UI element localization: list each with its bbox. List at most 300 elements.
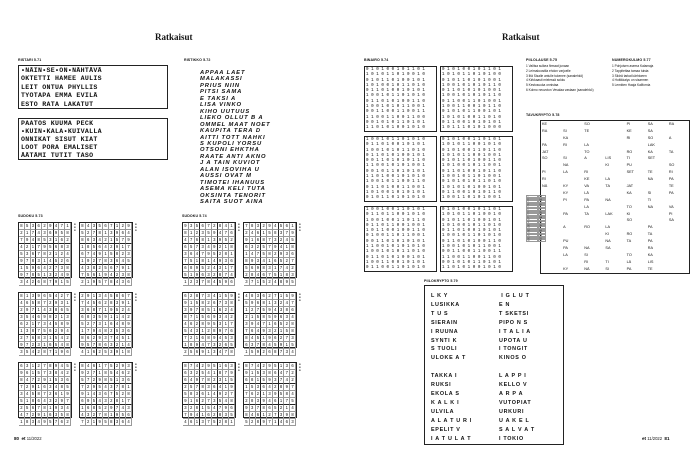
sudoku-cell: 8 (92, 307, 98, 314)
sudoku-cell: 8 (115, 293, 121, 300)
sudoku-cell: 2 (103, 300, 109, 307)
sudoku-cell: 5 (244, 300, 250, 307)
sudoku-cell: 5 (244, 265, 250, 272)
tavukrypto-cell (647, 211, 668, 218)
sudoku-cell: 4 (59, 335, 65, 342)
sudoku-cell: 3 (48, 384, 54, 391)
sudoku-cell: 5 (189, 244, 195, 251)
sudoku-cell: 1 (244, 307, 250, 314)
ristikko-grid (200, 70, 318, 208)
tavukrypto-cell: KE (542, 122, 548, 126)
sudoku-cell: 5 (48, 419, 54, 426)
sudoku-cell: 8 (42, 349, 48, 356)
sudoku-cell: 6 (244, 244, 250, 251)
right-page (348, 0, 696, 450)
sudoku-cell: 7 (267, 419, 273, 426)
tavukrypto-cell: LA (605, 177, 611, 182)
sudoku-cell: 9 (218, 391, 224, 398)
sudoku-cell: 7 (195, 307, 201, 314)
binairo-row: 1 0 1 1 1 0 1 0 1 0 0 0 (442, 126, 501, 131)
sudoku-cell: 9 (206, 251, 212, 258)
tavukrypto-cell: PA (668, 190, 674, 195)
sudoku-cell: 2 (97, 265, 103, 272)
sudoku-cell: 1 (273, 265, 279, 272)
sudoku-cell: 7 (183, 258, 189, 265)
sudoku-cell: 3 (200, 244, 206, 251)
sudoku-cell: 5 (65, 384, 71, 391)
sudoku-cell: 6 (195, 398, 201, 405)
tavukrypto-row (541, 217, 689, 224)
binairo-row: 1 0 1 0 0 1 0 1 1 0 1 0 (366, 83, 425, 88)
sudoku-cell: 4 (65, 405, 71, 412)
sudoku-cell: 3 (80, 307, 86, 314)
legend-cell: PA (538, 221, 546, 224)
sudoku-cell: 9 (206, 321, 212, 328)
sudoku-cell: 1 (54, 251, 60, 258)
sudoku-cell: 6 (261, 293, 267, 300)
sudoku-cell: 8 (218, 223, 224, 230)
sudoku-cell: 4 (223, 398, 229, 405)
legend-cell: 16 (526, 234, 538, 237)
sudoku-cell: 9 (92, 328, 98, 335)
tavukrypto-label: TAVUKRYPTO 5.78 (526, 113, 560, 117)
legend-cell: 5 (526, 205, 538, 208)
sudoku-cell: 1 (31, 363, 37, 370)
tavukrypto-cell (668, 142, 689, 149)
ristikko-row: OKSINTA TENORIT (200, 192, 266, 199)
sudoku-cell: 9 (31, 384, 37, 391)
sudoku-cell: 6 (183, 377, 189, 384)
sudoku-dots: ● ● ● (238, 222, 240, 232)
legend-cell: TE (538, 211, 546, 214)
sudoku-cell: 3 (195, 279, 201, 286)
sudoku-cell: 8 (109, 300, 115, 307)
sudoku-cell: 6 (86, 335, 92, 342)
legend-cell: 3 (526, 200, 538, 203)
sudoku-cell: 8 (19, 377, 25, 384)
sudoku-cell: 6 (48, 412, 54, 419)
sudoku-cell: 9 (109, 405, 115, 412)
sudoku-cell: 8 (261, 314, 267, 321)
legend-cell: 1 (526, 195, 538, 198)
sudoku-cell: 5 (273, 405, 279, 412)
ristikko-row: RAATE ANTI AKNO (200, 153, 267, 160)
tavukrypto-cell: JAT (542, 149, 549, 154)
sudoku-cell: 6 (109, 265, 115, 272)
sudoku-cell: 3 (103, 398, 109, 405)
tavukrypto-cell: TI (605, 259, 609, 264)
sudoku-cell: 8 (284, 272, 290, 279)
sudoku-cell: 4 (59, 370, 65, 377)
sudoku-cell: 7 (267, 237, 273, 244)
sudoku-cell: 1 (115, 377, 121, 384)
sudoku-cell: 4 (31, 349, 37, 356)
sudoku-cell: 7 (42, 391, 48, 398)
ristikko-row: KAUPITA TERÄ D (200, 128, 261, 135)
binairo-row: 0 1 1 0 1 0 1 0 0 1 0 1 (366, 255, 425, 260)
sudoku-cell: 6 (65, 349, 71, 356)
sudoku-grid (18, 362, 72, 424)
sudoku-cell: 7 (109, 391, 115, 398)
tavukrypto-cell: PU (563, 239, 569, 244)
sudoku-cell: 1 (92, 293, 98, 300)
list-item: 4 Kirkkaasti mielessä sokku (526, 78, 566, 83)
sudoku-cell: 9 (206, 363, 212, 370)
sudoku-cell: 2 (279, 300, 285, 307)
tavukrypto-cell (583, 238, 604, 245)
sudoku-grid (18, 222, 72, 284)
numerokulmo-list (612, 64, 653, 88)
list-item: 1 Pohjoisen asema Kalamaja (612, 64, 654, 68)
legend-cell: 11 (526, 221, 538, 224)
sudoku-cell: 2 (212, 377, 218, 384)
sudoku-cell: 1 (42, 412, 48, 419)
legend-cell: NA (538, 216, 546, 219)
sudoku-cell: 3 (284, 251, 290, 258)
sudoku-cell: 4 (290, 405, 296, 412)
sudoku-cell: 5 (54, 321, 60, 328)
sudoku-cell: 4 (195, 412, 201, 419)
sudoku-cell: 1 (279, 272, 285, 279)
sudoku-cell: 9 (195, 342, 201, 349)
sudoku-cell: 1 (218, 363, 224, 370)
sudoku-cell: 4 (273, 223, 279, 230)
sudoku-cell: 5 (189, 349, 195, 356)
tavukrypto-cell (647, 162, 668, 169)
sudoku-cell: 4 (250, 230, 256, 237)
sudoku-cell: 3 (36, 258, 42, 265)
ristikko-row: AUSSI OVAT M (200, 173, 252, 180)
sudoku-cell: 6 (103, 223, 109, 230)
sudoku-cell: 8 (206, 279, 212, 286)
tavukrypto-row (541, 204, 689, 211)
tavukrypto-row (541, 211, 689, 218)
sudoku-cell: 8 (290, 321, 296, 328)
sudoku-cell: 5 (115, 391, 121, 398)
sudoku-cell: 9 (250, 300, 256, 307)
sudoku-cell: 1 (36, 307, 42, 314)
sudoku-cell: 3 (109, 258, 115, 265)
sudoku-cell: 3 (97, 321, 103, 328)
sudoku-cell: 8 (200, 307, 206, 314)
sudoku-cell: 6 (25, 300, 31, 307)
sudoku-cell: 8 (229, 349, 235, 356)
sudoku-cell: 1 (126, 265, 132, 272)
tavukrypto-cell: RI (584, 170, 589, 175)
sudoku-cell: 2 (120, 251, 126, 258)
sudoku-cell: 2 (284, 258, 290, 265)
sudoku-cell: 1 (54, 349, 60, 356)
sudoku-cell: 3 (120, 377, 126, 384)
sudoku-cell: 4 (54, 384, 60, 391)
sudoku-cell: 4 (120, 314, 126, 321)
sudoku-cell: 6 (54, 391, 60, 398)
tavukrypto-cell (541, 266, 562, 273)
sudoku-cell: 4 (279, 244, 285, 251)
sudoku-cell: 7 (42, 300, 48, 307)
sudoku-cell: 1 (195, 419, 201, 426)
sudoku-cell: 7 (290, 258, 296, 265)
tavukrypto-cell (604, 217, 625, 224)
tavukrypto-grid (540, 120, 690, 274)
sudoku-cell: 3 (92, 314, 98, 321)
binairo-row: 0 1 0 1 1 0 1 0 1 0 1 0 (366, 196, 425, 201)
tavukrypto-cell: RA (647, 246, 653, 251)
binairo-row: 1 0 0 1 1 0 1 0 1 0 0 1 (442, 196, 501, 201)
tavukrypto-cell: TA (626, 239, 632, 244)
sudoku-cell: 4 (250, 412, 256, 419)
sudoku-cell: 2 (86, 370, 92, 377)
sudoku-cell: 7 (218, 405, 224, 412)
binairo-row: 1 0 1 0 1 0 0 1 1 0 1 0 (442, 115, 501, 120)
sudoku-cell: 4 (19, 412, 25, 419)
sudoku-cell: 9 (48, 223, 54, 230)
sudoku-cell: 7 (223, 328, 229, 335)
sudoku-cell: 3 (279, 307, 285, 314)
sudoku-cell: 8 (54, 370, 60, 377)
sudoku-cell: 8 (183, 230, 189, 237)
sudoku-cell: 7 (229, 321, 235, 328)
sudoku-cell: 5 (218, 279, 224, 286)
sudoku-cell: 1 (250, 370, 256, 377)
sudoku-cell: 6 (250, 265, 256, 272)
sudoku-cell: 3 (120, 272, 126, 279)
sudoku-cell: 8 (115, 251, 121, 258)
tavukrypto-cell: RI (584, 259, 589, 264)
sudoku-cell: 1 (86, 391, 92, 398)
sudoku-cell: 6 (109, 321, 115, 328)
sudoku-cell: 3 (115, 300, 121, 307)
sudoku-cell: 6 (126, 328, 132, 335)
tavukrypto-cell: RO (584, 225, 590, 230)
sudoku-cell: 5 (195, 300, 201, 307)
sudoku-cell: 9 (267, 307, 273, 314)
sudoku-cell: 7 (25, 335, 31, 342)
sudoku-cell: 7 (25, 272, 31, 279)
legend-cell: TI (538, 218, 546, 221)
piilolause-list (526, 64, 594, 93)
sudoku-cell: 9 (223, 279, 229, 286)
sudoku-cell: 3 (229, 335, 235, 342)
sudoku-cell: 1 (65, 300, 71, 307)
sudoku-cell: 1 (59, 314, 65, 321)
sudoku-cell: 1 (267, 300, 273, 307)
sudoku-cell: 5 (86, 342, 92, 349)
sudoku-cell: 6 (59, 237, 65, 244)
sudoku-cell: 5 (279, 258, 285, 265)
sudoku-cell: 1 (48, 405, 54, 412)
binairo-row: 1 1 0 1 0 0 1 0 1 0 1 0 (366, 175, 425, 180)
brand: et (642, 436, 647, 441)
tavukrypto-cell: A (668, 135, 672, 140)
sudoku-cell: 3 (250, 244, 256, 251)
sudoku-cell: 7 (256, 307, 262, 314)
binairo-row: 1 0 0 1 0 1 1 0 1 0 1 0 (366, 138, 425, 142)
sudoku-cell: 6 (244, 342, 250, 349)
sudoku-cell: 3 (212, 398, 218, 405)
ristikko-row: LIEKO OLLUT B A (200, 115, 264, 122)
legend-cell: 9 (526, 216, 538, 219)
sudoku-cell: 8 (48, 363, 54, 370)
sudoku-cell: 1 (31, 244, 37, 251)
tavukrypto-cell: TI (626, 156, 630, 161)
tavukrypto-cell: NA (605, 197, 611, 202)
sudoku-dots: ● ● ● (74, 292, 76, 302)
sudoku-cell: 4 (80, 412, 86, 419)
sudoku-cell: 2 (290, 377, 296, 384)
page-number: 81 (664, 436, 670, 441)
sudoku-cell: 2 (183, 349, 189, 356)
sudoku-cell: 2 (267, 293, 273, 300)
sudoku-cell: 3 (109, 342, 115, 349)
sudoku-cell: 3 (48, 398, 54, 405)
sudoku-cell: 1 (86, 349, 92, 356)
sudoku-cell: 2 (279, 405, 285, 412)
tavukrypto-cell: KA (626, 190, 632, 195)
sudoku-cell: 5 (65, 363, 71, 370)
sudoku-cell: 8 (31, 328, 37, 335)
legend-cell: 18 (526, 239, 538, 242)
sudoku-cell: 4 (290, 391, 296, 398)
binairo-row: 0 1 0 1 0 0 1 0 1 1 0 1 (442, 68, 501, 72)
sudoku-cell: 3 (223, 412, 229, 419)
sudoku-cell: 9 (115, 244, 121, 251)
sudoku-cell: 5 (103, 265, 109, 272)
sudoku-cell: 1 (103, 321, 109, 328)
sudoku-cell: 8 (103, 370, 109, 377)
tavukrypto-cell (562, 204, 583, 211)
binairo-row: 1 0 1 0 1 0 1 0 0 1 0 1 (442, 185, 501, 190)
sudoku-cell: 3 (273, 300, 279, 307)
sudoku-cell: 2 (279, 237, 285, 244)
binairo-row: 1 0 0 1 0 0 1 1 0 1 0 1 (366, 208, 425, 212)
sudoku-cell: 7 (273, 412, 279, 419)
sudoku-cell: 4 (218, 384, 224, 391)
sudoku-cell: 4 (65, 251, 71, 258)
sudoku-cell: 5 (206, 307, 212, 314)
sudoku-cell: 5 (120, 335, 126, 342)
sudoku-cell: 7 (218, 300, 224, 307)
sudoku-cell: 9 (19, 342, 25, 349)
sudoku-cell: 3 (218, 321, 224, 328)
sudoku-cell: 9 (183, 223, 189, 230)
sudoku-cell: 3 (267, 265, 273, 272)
sudoku-cell: 9 (256, 349, 262, 356)
sudoku-cell: 3 (290, 419, 296, 426)
sudoku-cell: 5 (250, 349, 256, 356)
sudoku-dots: ● ● ● (238, 292, 240, 302)
sudoku-cell: 2 (59, 258, 65, 265)
sudoku-cell: 9 (86, 398, 92, 405)
sudoku-cell: 8 (126, 272, 132, 279)
sudoku-cell: 2 (195, 370, 201, 377)
tavukrypto-cell: PI (668, 211, 673, 216)
sudoku-cell: 3 (59, 377, 65, 384)
sudoku-cell: 7 (250, 363, 256, 370)
sudoku-cell: 6 (256, 237, 262, 244)
sudoku-cell: 4 (256, 363, 262, 370)
tavukrypto-cell: SO (542, 156, 548, 161)
sudoku-cell: 6 (36, 314, 42, 321)
tavukrypto-cell (647, 183, 668, 190)
tavukrypto-cell: NÄ (584, 266, 590, 271)
sudoku-cell: 2 (200, 363, 206, 370)
sudoku-cell: 4 (284, 265, 290, 272)
legend-cell: 6 (526, 208, 538, 211)
tavukrypto-cell: RI (668, 170, 673, 175)
tavukrypto-cell: RA (542, 128, 548, 133)
sudoku-cell: 9 (200, 349, 206, 356)
sudoku-cell: 7 (244, 391, 250, 398)
binairo-row: 0 1 1 0 1 0 1 0 0 1 0 1 (366, 153, 425, 158)
sudoku-cell: 5 (109, 377, 115, 384)
sudoku-cell: 6 (273, 370, 279, 377)
sudoku-cell: 6 (48, 342, 54, 349)
sudoku-cell: 1 (80, 244, 86, 251)
sudoku-cell: 1 (223, 265, 229, 272)
sudoku-cell: 1 (284, 405, 290, 412)
sudoku-cell: 4 (31, 237, 37, 244)
sudoku-cell: 5 (92, 300, 98, 307)
sudoku-cell: 6 (92, 272, 98, 279)
sudoku-cell: 2 (256, 244, 262, 251)
binairo-grid (440, 206, 513, 272)
sudoku-cell: 9 (126, 321, 132, 328)
sudoku-cell: 7 (267, 244, 273, 251)
sudoku-cell: 2 (279, 335, 285, 342)
sudoku-cell: 2 (195, 321, 201, 328)
sudoku-cell: 1 (189, 398, 195, 405)
sudoku-cell: 8 (290, 328, 296, 335)
tavukrypto-cell (583, 162, 604, 169)
sudoku-cell: 9 (218, 237, 224, 244)
tavukrypto-cell (562, 176, 583, 183)
sudoku-cell: 2 (290, 370, 296, 377)
legend-cell: TO (538, 237, 546, 240)
sudoku-cell: 2 (19, 335, 25, 342)
sudoku-cell: 3 (97, 391, 103, 398)
sudoku-cell: 1 (200, 412, 206, 419)
tavukrypto-row (541, 128, 689, 135)
sudoku-cell: 9 (59, 349, 65, 356)
sudoku-cell: 2 (290, 265, 296, 272)
sudoku-cell: 2 (126, 370, 132, 377)
sudoku-cell: 3 (284, 349, 290, 356)
tavukrypto-row (541, 162, 689, 169)
sudoku-cell: 6 (36, 279, 42, 286)
sudoku-cell: 4 (97, 398, 103, 405)
tavukrypto-cell: NA (605, 239, 611, 244)
sudoku-cell: 9 (126, 223, 132, 230)
sudoku-cell: 7 (36, 405, 42, 412)
sudoku-cell: 1 (31, 370, 37, 377)
sudoku-cell: 3 (31, 223, 37, 230)
sudoku-cell: 9 (229, 384, 235, 391)
sudoku-cell: 4 (212, 258, 218, 265)
sudoku-cell: 6 (120, 419, 126, 426)
sudoku-cell: 3 (273, 237, 279, 244)
sudoku-cell: 6 (273, 398, 279, 405)
piilokrypto-column: L K Y LUSIKKA T U S SIERAIN I RUUNA SYNTI K S TUOLI ULOKE A T TAKKA I RUKSI EKOLA S K A L K I ULVILA A L A T U R I EPELIT V I A T U L A T (431, 293, 473, 442)
sudoku-cell: 9 (261, 328, 267, 335)
sudoku-cell: 6 (273, 321, 279, 328)
sudoku-cell: 9 (86, 258, 92, 265)
tavukrypto-cell: TO (584, 149, 590, 154)
sudoku-cell: 2 (223, 307, 229, 314)
tavukrypto-cell: TA (647, 232, 653, 237)
sudoku-cell: 7 (200, 251, 206, 258)
tavukrypto-cell: LAK (605, 211, 613, 216)
